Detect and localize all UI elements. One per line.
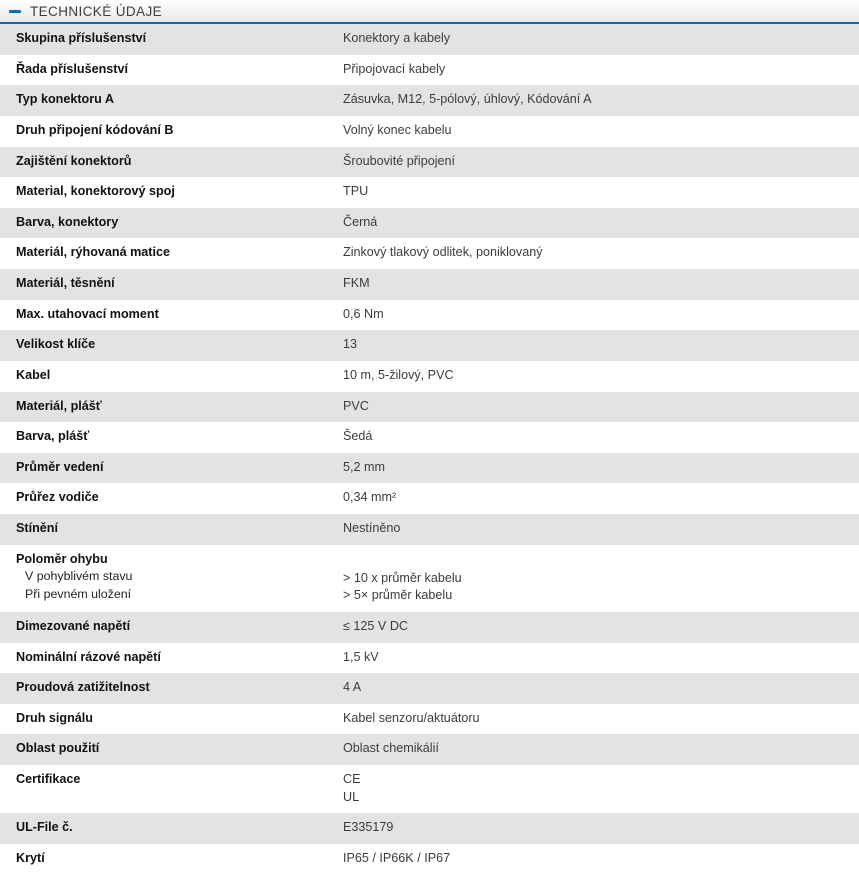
spec-label-cell bbox=[0, 116, 327, 147]
spec-label: Průměr vedení bbox=[16, 459, 104, 474]
spec-label-cell bbox=[0, 392, 327, 423]
spec-label: Typ konektoru A bbox=[16, 92, 114, 107]
spec-value: Volný konec kabelu bbox=[343, 122, 452, 137]
spec-value: 4 A bbox=[343, 680, 362, 695]
spec-value: 10 m, 5-žilový, PVC bbox=[343, 367, 454, 382]
spec-value-cell bbox=[327, 483, 859, 514]
spec-value: 0,6 Nm bbox=[343, 306, 384, 321]
spec-value: ≤ 125 V DC bbox=[343, 618, 409, 633]
spec-label-cell bbox=[0, 545, 327, 612]
spec-value-cell bbox=[327, 453, 859, 484]
table-row bbox=[0, 330, 859, 361]
table-row bbox=[0, 238, 859, 269]
spec-label: Kabel bbox=[16, 367, 51, 382]
spec-label-cell bbox=[0, 844, 327, 875]
spec-value-cell bbox=[327, 361, 859, 392]
spec-label-cell bbox=[0, 643, 327, 674]
table-row bbox=[0, 422, 859, 453]
spec-label-cell bbox=[0, 483, 327, 514]
spec-value-cell bbox=[327, 238, 859, 269]
spec-value: Šroubovité připojení bbox=[343, 153, 456, 168]
spec-label: Certifikace bbox=[16, 772, 81, 786]
spec-value: Kabel senzoru/aktuátoru bbox=[343, 710, 480, 725]
spec-label: Druh připojení kódování B bbox=[16, 122, 174, 137]
spec-value: Zásuvka, M12, 5-pólový, úhlový, Kódování A bbox=[343, 92, 592, 107]
spec-label-cell bbox=[0, 330, 327, 361]
spec-value: CE bbox=[343, 772, 361, 786]
table-row bbox=[0, 147, 859, 178]
table-row bbox=[0, 361, 859, 392]
table-row bbox=[0, 673, 859, 704]
spec-label-cell bbox=[0, 55, 327, 86]
spec-value-cell bbox=[327, 177, 859, 208]
spec-label: Řada příslušenství bbox=[16, 61, 128, 76]
spec-label: Průřez vodiče bbox=[16, 490, 99, 505]
spec-value: Šedá bbox=[343, 429, 373, 444]
spec-value-cell bbox=[327, 813, 859, 844]
table-row bbox=[0, 24, 859, 55]
spec-value-cell bbox=[327, 85, 859, 116]
table-row bbox=[0, 813, 859, 844]
spec-value: 5,2 mm bbox=[343, 459, 385, 474]
spec-label-cell bbox=[0, 85, 327, 116]
spec-label: Velikost klíče bbox=[16, 337, 96, 352]
spec-label-cell bbox=[0, 813, 327, 844]
spec-value-cell bbox=[327, 765, 859, 813]
spec-label: Stínění bbox=[16, 521, 58, 535]
spec-value-cell bbox=[327, 643, 859, 674]
spec-value: Nestíněno bbox=[343, 521, 401, 535]
spec-label: Poloměr ohybu bbox=[16, 551, 108, 566]
table-row bbox=[0, 208, 859, 239]
spec-label-cell bbox=[0, 300, 327, 331]
spec-label-cell bbox=[0, 734, 327, 765]
spec-value-cell bbox=[327, 422, 859, 453]
spec-value-cell bbox=[327, 673, 859, 704]
spec-label: Druh signálu bbox=[16, 710, 93, 725]
spec-value-cell bbox=[327, 844, 859, 875]
spec-value: TPU bbox=[343, 184, 369, 199]
minus-icon[interactable] bbox=[8, 4, 22, 18]
spec-label: Skupina příslušenství bbox=[16, 31, 147, 45]
table-row bbox=[0, 844, 859, 875]
spec-label-cell bbox=[0, 673, 327, 704]
spec-value-cell bbox=[327, 612, 859, 643]
spec-value-cell bbox=[327, 300, 859, 331]
spec-value: 0,34 mm² bbox=[343, 490, 397, 505]
spec-value: Černá bbox=[343, 214, 378, 229]
table-row bbox=[0, 545, 859, 612]
spec-value: 1,5 kV bbox=[343, 649, 379, 664]
table-row bbox=[0, 704, 859, 735]
table-row bbox=[0, 453, 859, 484]
spec-label-cell bbox=[0, 147, 327, 178]
specification-table-body bbox=[0, 24, 859, 875]
spec-label: Materiál, rýhovaná matice bbox=[16, 245, 170, 260]
spec-value-cell bbox=[327, 55, 859, 86]
spec-value: 13 bbox=[343, 337, 358, 352]
spec-label: Krytí bbox=[16, 850, 45, 865]
spec-value: Konektory a kabely bbox=[343, 31, 451, 45]
table-row bbox=[0, 55, 859, 86]
spec-value-cell bbox=[327, 392, 859, 423]
panel-header[interactable] bbox=[0, 0, 859, 24]
page-title: TECHNICKÉ ÚDAJE bbox=[30, 3, 163, 19]
spec-value: E335179 bbox=[343, 820, 394, 835]
spec-value: Připojovací kabely bbox=[343, 61, 446, 76]
spec-label-cell bbox=[0, 704, 327, 735]
spec-value: IP65 / IP66K / IP67 bbox=[343, 850, 451, 865]
spec-value-cell bbox=[327, 704, 859, 735]
spec-label: Max. utahovací moment bbox=[16, 306, 159, 321]
spec-value: > 10 x průměr kabelu bbox=[343, 570, 462, 585]
spec-value: > 5× průměr kabelu bbox=[343, 588, 453, 603]
spec-label: Zajištění konektorů bbox=[16, 153, 132, 168]
spec-label-cell bbox=[0, 24, 327, 55]
table-row bbox=[0, 177, 859, 208]
spec-sublabel: V pohyblivém stavu bbox=[25, 569, 133, 584]
specification-table bbox=[0, 24, 859, 875]
spec-value: PVC bbox=[343, 398, 369, 413]
spec-label: Oblast použití bbox=[16, 741, 100, 756]
table-row bbox=[0, 734, 859, 765]
table-row bbox=[0, 116, 859, 147]
spec-label-cell bbox=[0, 238, 327, 269]
spec-value: UL bbox=[343, 789, 360, 804]
spec-label: Nominální rázové napětí bbox=[16, 649, 161, 664]
spec-value-cell bbox=[327, 545, 859, 612]
spec-value-cell bbox=[327, 208, 859, 239]
spec-value-cell bbox=[327, 24, 859, 55]
spec-label: Dimezované napětí bbox=[16, 618, 131, 633]
spec-value-cell bbox=[327, 514, 859, 545]
spec-label-cell bbox=[0, 177, 327, 208]
spec-label-cell bbox=[0, 765, 327, 813]
table-row bbox=[0, 300, 859, 331]
spec-value-cell bbox=[327, 147, 859, 178]
spec-label-cell bbox=[0, 453, 327, 484]
table-row bbox=[0, 612, 859, 643]
spec-value-cell bbox=[327, 116, 859, 147]
spec-label-cell bbox=[0, 269, 327, 300]
spec-label: UL-File č. bbox=[16, 820, 73, 835]
spec-value: Zinkový tlakový odlitek, poniklovaný bbox=[343, 245, 543, 260]
spec-label: Materiál, plášť bbox=[16, 398, 102, 413]
table-row bbox=[0, 765, 859, 813]
spec-label-cell bbox=[0, 514, 327, 545]
table-row bbox=[0, 514, 859, 545]
table-row bbox=[0, 483, 859, 514]
spec-label-cell bbox=[0, 208, 327, 239]
spec-value-cell bbox=[327, 734, 859, 765]
table-row bbox=[0, 643, 859, 674]
table-row bbox=[0, 392, 859, 423]
table-row bbox=[0, 85, 859, 116]
spec-label: Proudová zatižitelnost bbox=[16, 680, 150, 695]
spec-value-cell bbox=[327, 330, 859, 361]
spec-label: Barva, konektory bbox=[16, 214, 119, 229]
spec-label: Materiál, těsnění bbox=[16, 276, 115, 290]
spec-label: Material, konektorový spoj bbox=[16, 184, 175, 199]
spec-label: Barva, plášť bbox=[16, 429, 90, 444]
spec-value: Oblast chemikálií bbox=[343, 741, 439, 756]
spec-sublabel: Při pevném uložení bbox=[25, 586, 132, 601]
spec-label-cell bbox=[0, 422, 327, 453]
spec-label-cell bbox=[0, 361, 327, 392]
table-row bbox=[0, 269, 859, 300]
spec-value: FKM bbox=[343, 276, 370, 290]
spec-value-cell bbox=[327, 269, 859, 300]
spec-label-cell bbox=[0, 612, 327, 643]
